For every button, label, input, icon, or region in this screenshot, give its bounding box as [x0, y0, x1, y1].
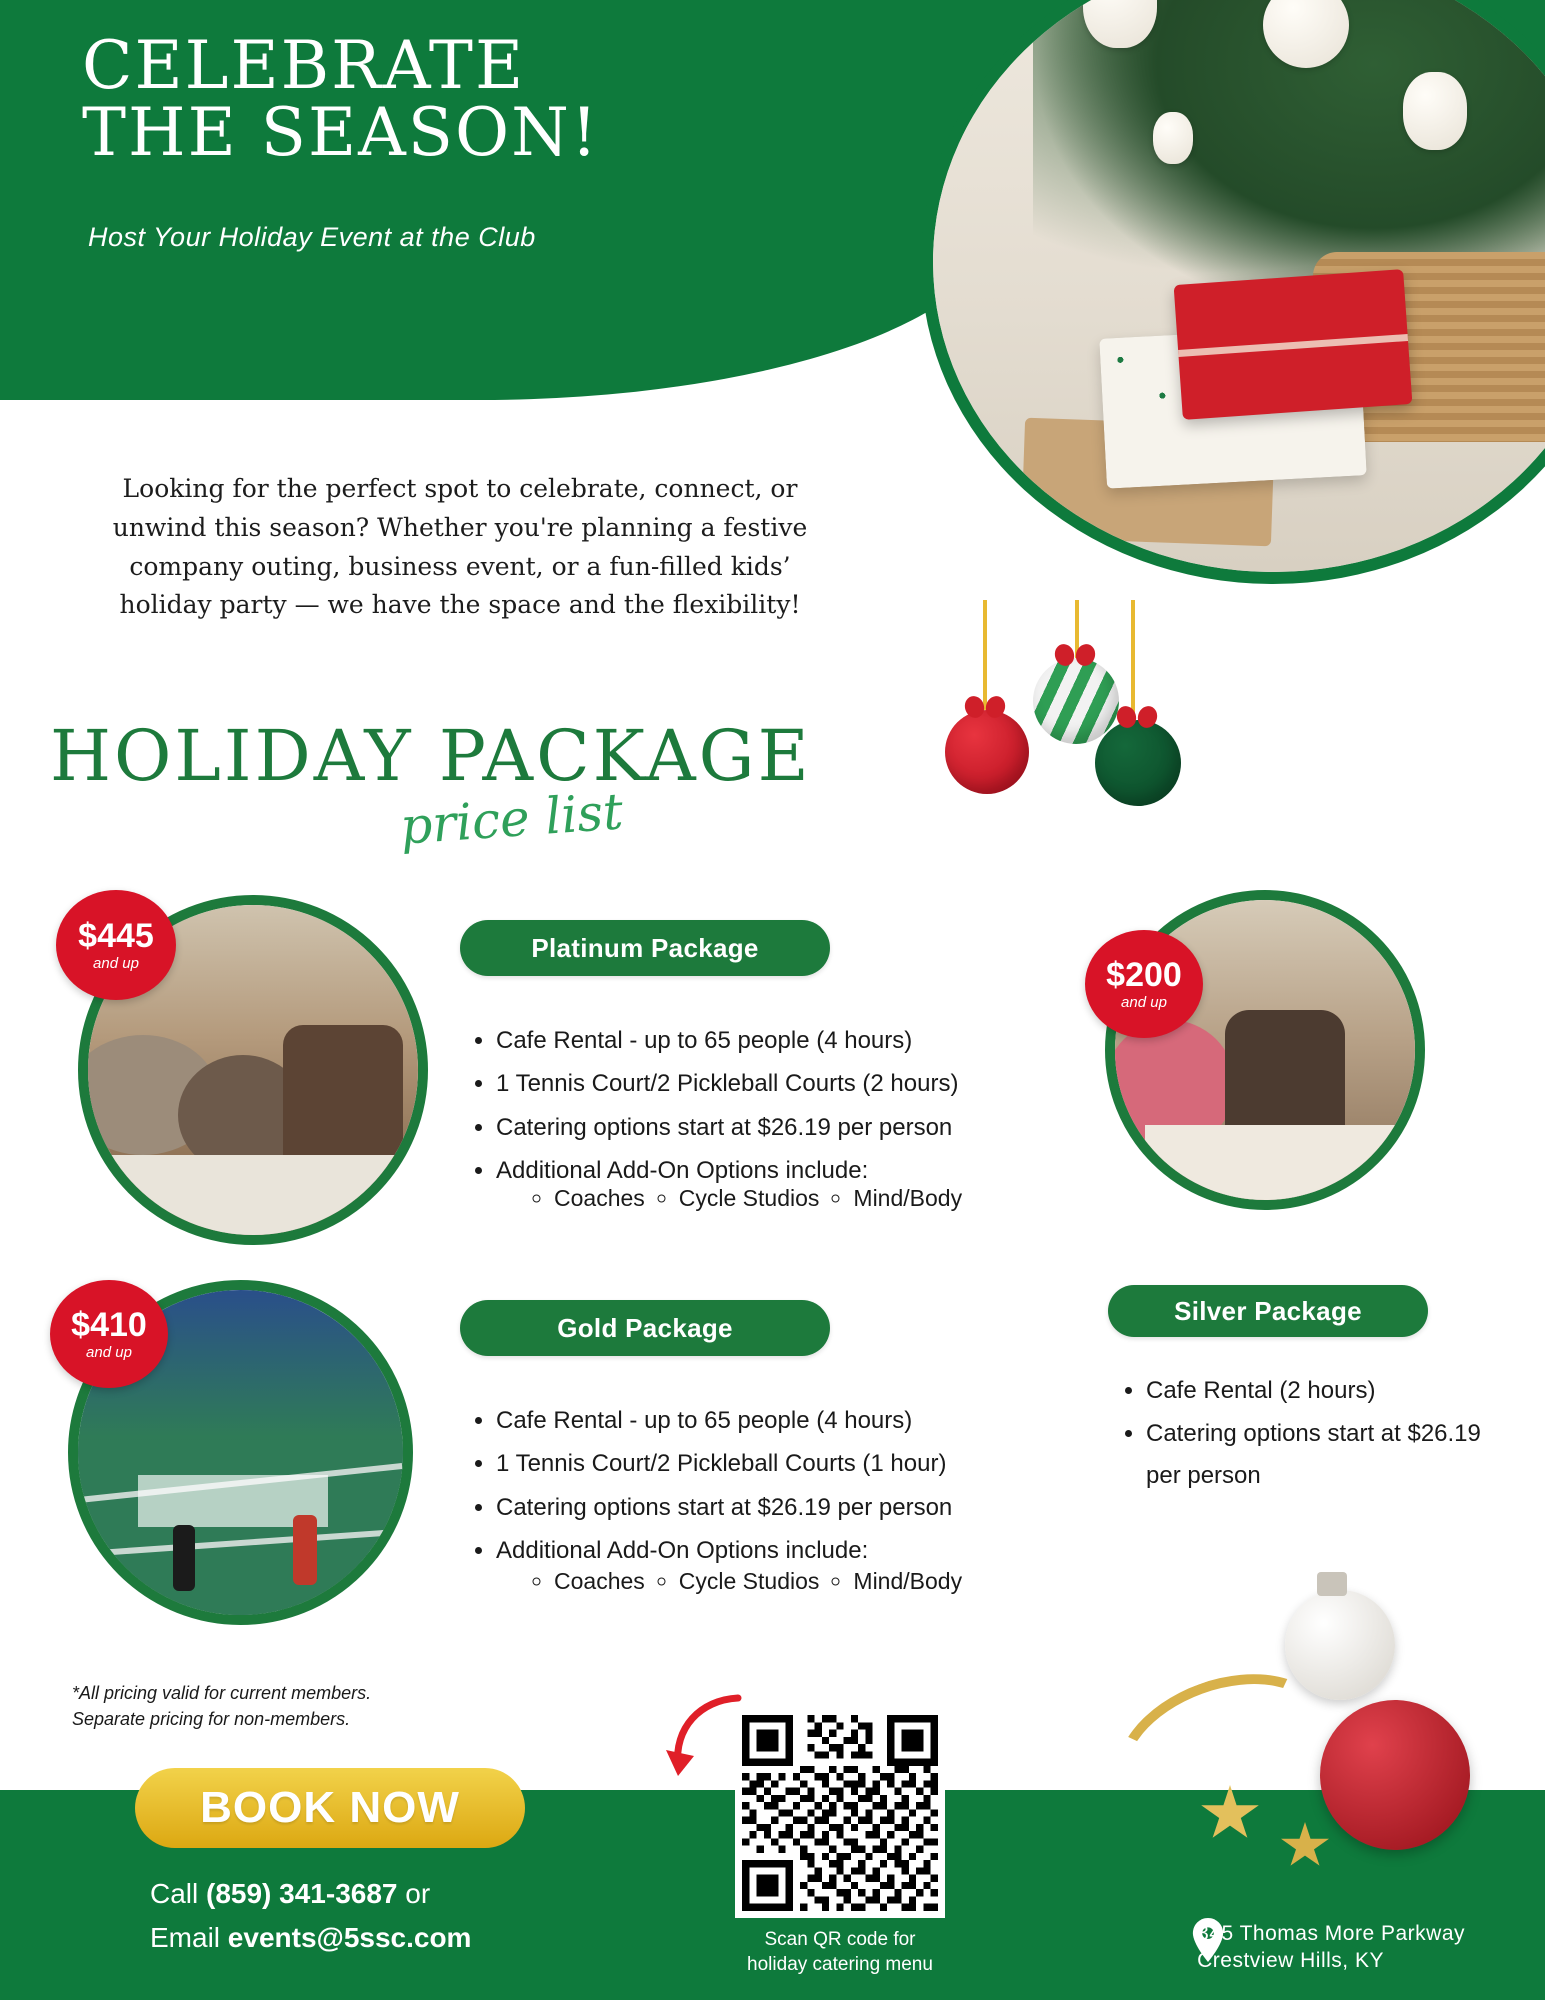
- addon-item: ◦ Coaches: [554, 1568, 645, 1595]
- feature-item: • Cafe Rental (2 hours): [1146, 1370, 1506, 1411]
- feature-item: • Additional Add-On Options include:: [496, 1150, 1116, 1191]
- page-subtitle: Host Your Holiday Event at the Club: [88, 222, 536, 252]
- ornament-dark-green-snowflake: [1095, 720, 1181, 806]
- ornament-green-striped: [1033, 658, 1119, 744]
- footnote-line1: *All pricing valid for current members.: [72, 1683, 372, 1703]
- addons-platinum: [520, 1185, 962, 1212]
- ornament-bow: [965, 696, 1005, 718]
- ornament-red-ball: [1320, 1700, 1470, 1850]
- phone-number[interactable]: (859) 341-3687: [206, 1878, 398, 1909]
- features-platinum: [470, 1020, 1116, 1193]
- addon-item: ◦ Coaches: [554, 1185, 645, 1212]
- price-note: and up: [1121, 993, 1167, 1011]
- feature-item: • Catering options start at $26.19 per person: [496, 1107, 1116, 1148]
- hanging-ornaments-decoration: [935, 600, 1215, 860]
- page-title-line1: CELEBRATE: [82, 27, 526, 104]
- page-title: [82, 27, 702, 172]
- ornament-bow: [1117, 706, 1157, 728]
- feature-item: • 1 Tennis Court/2 Pickleball Courts (1 hour): [496, 1443, 1116, 1484]
- price-badge-gold: [50, 1280, 168, 1388]
- qr-caption-line2: holiday catering menu: [747, 1953, 933, 1975]
- pricing-footnote: [72, 1680, 371, 1732]
- qr-caption: [700, 1928, 980, 1977]
- price-note: and up: [86, 1343, 132, 1361]
- section-subheading-script: price list: [398, 782, 625, 856]
- ornament-cap: [1317, 1572, 1347, 1596]
- qr-code-image: [735, 1708, 945, 1918]
- package-label-gold: Gold Package: [460, 1300, 830, 1356]
- addon-item: ◦ Mind/Body: [853, 1568, 962, 1595]
- bottom-ornaments-decoration: [1095, 1560, 1515, 1860]
- features-gold: [470, 1400, 1116, 1573]
- call-prefix: Call: [150, 1878, 207, 1909]
- price-amount: $200: [1106, 955, 1182, 994]
- ornament-red-stars: [945, 710, 1029, 794]
- feature-item: • Cafe Rental - up to 65 people (4 hours): [496, 1400, 1116, 1441]
- feature-item: • 1 Tennis Court/2 Pickleball Courts (2 hours): [496, 1063, 1116, 1104]
- price-note: and up: [93, 954, 139, 972]
- email-line: [150, 1922, 471, 1954]
- addon-item: ◦ Mind/Body: [853, 1185, 962, 1212]
- ornament-white-ball: [1285, 1590, 1395, 1700]
- addons-gold: [520, 1568, 962, 1595]
- qr-caption-line1: Scan QR code for: [764, 1929, 916, 1950]
- feature-item: • Catering options start at $26.19 per person: [496, 1487, 1116, 1528]
- address-line2: Crestview Hills, KY: [1197, 1949, 1384, 1973]
- feature-item: • Additional Add-On Options include:: [496, 1530, 1116, 1571]
- email-address[interactable]: events@5ssc.com: [227, 1922, 472, 1953]
- feature-item: • Catering options start at $26.19 per person: [1146, 1413, 1506, 1496]
- section-heading: HOLIDAY PACKAGE: [50, 715, 812, 797]
- addon-item: ◦ Cycle Studios: [679, 1568, 820, 1595]
- gift-red-poinsettia: [1174, 269, 1413, 420]
- phone-line: [150, 1878, 430, 1910]
- ornament-bow: [1055, 644, 1095, 666]
- package-label-platinum: Platinum Package: [460, 920, 830, 976]
- feature-item: • Cafe Rental - up to 65 people (4 hours): [496, 1020, 1116, 1061]
- book-now-button[interactable]: BOOK NOW: [135, 1768, 525, 1848]
- address-block: [1197, 1920, 1465, 1975]
- page-title-line2: THE SEASON!: [82, 94, 600, 172]
- price-amount: $445: [78, 916, 154, 955]
- address-line1: 345 Thomas More Parkway: [1197, 1922, 1465, 1945]
- qr-code[interactable]: [735, 1708, 945, 1918]
- ornament-string: [1131, 600, 1135, 720]
- features-silver: [1120, 1370, 1506, 1498]
- email-prefix: Email: [150, 1922, 228, 1953]
- price-amount: $410: [71, 1305, 147, 1344]
- price-badge-silver: [1085, 930, 1203, 1038]
- addon-item: ◦ Cycle Studios: [679, 1185, 820, 1212]
- intro-paragraph: Looking for the perfect spot to celebrate, connect, or unwind this season? Whether you're planning a festive company outing, business event, or a fun-filled kids’ holiday party — we have the space and the flexibility!: [112, 474, 808, 620]
- ornament-string: [983, 600, 987, 710]
- price-badge-platinum: [56, 890, 176, 1000]
- tree-ornament-white: [1153, 112, 1193, 164]
- footnote-line2: Separate pricing for non-members.: [72, 1709, 351, 1730]
- hero-photo-christmas-tree: [921, 0, 1545, 584]
- tree-ornament-white: [1403, 72, 1467, 150]
- package-label-silver: Silver Package: [1108, 1285, 1428, 1337]
- call-suffix: or: [397, 1878, 431, 1909]
